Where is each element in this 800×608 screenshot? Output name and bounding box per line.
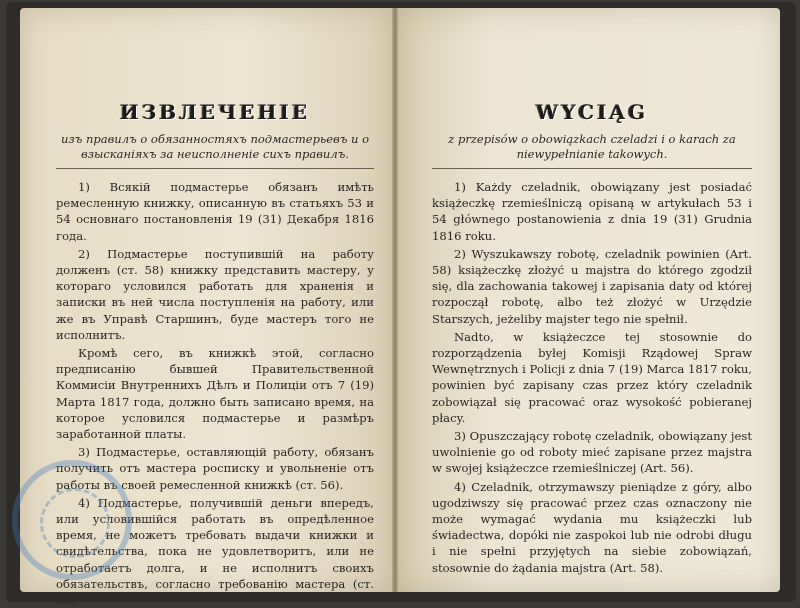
right-paragraph-2: 2) Wyszukawszy robotę, czeladnik powinien (Art. 58) książeczkę złożyć u majstra do którego zgodził się, dla zachowania takowej i zapisania daty od której rozpoczął robotę, albo też złożyć w Urzędzie Starszych, jeżeliby majster tego nie spełnił.: [432, 246, 752, 326]
left-paragraph-5: 4) Подмастерье, получившій деньги впередъ, или условившійся работать въ опредѣленное время, не можетъ требовать выдачи книжки и свидѣтельства, пока не удовлетворитъ, или не отработаетъ долга, и не исполнитъ своихъ обязательствъ, согласно требованію мастера (ст. 58).: [56, 495, 374, 608]
left-paragraph-4: 3) Подмастерье, оставляющій работу, обязанъ получить отъ мастера росписку и увольненіе отъ работы въ своей ремесленной книжкѣ (ст. 56).: [56, 445, 374, 492]
left-page-title: ИЗВЛЕЧЕНІЕ: [119, 100, 311, 124]
right-paragraph-1: 1) Każdy czeladnik, obowiązany jest posiadać książeczkę rzemieślniczą opisaną w artykułach 53 i 54 głównego postanowienia z dnia 19 (31) Grudnia 1816 roku.: [432, 180, 752, 243]
left-paragraph-1: 1) Всякій подмастерье обязанъ имѣть ремесленную книжку, описанную въ статьяхъ 53 и 54 основнаго постановленія 19 (31) Декабря 1816 года.: [56, 180, 374, 243]
right-page: [398, 8, 780, 592]
right-paragraph-5: 4) Czeladnik, otrzymawszy pieniądze z góry, albo ugodziwszy się pracować przez czas oznaczony nie może wymagać wydania mu książeczki lub świadectwa, dopóki nie zaspokoi lub nie odrobi długu i nie spełni przyjętych na siebie zobowiązań, stosownie do żądania majstra (Art. 58).: [432, 479, 752, 575]
right-page-title: WYCIĄG: [535, 100, 649, 124]
right-paragraph-3: Nadto, w książeczce tej stosownie do rozporządzenia byłej Komisji Rządowej Spraw Wewnętrznych i Policji z dnia 7 (19) Marca 1817 roku, powinien być zapisany czas przez który czeladnik zobowiązał się pracować oraz wysokość pobieranej płacy.: [432, 329, 752, 425]
left-paragraph-2: 2) Подмастерье поступившій на работу долженъ (ст. 58) книжку представить мастеру, у котораго условился работать для храненія и записки въ ней числа поступленія на работу, или же въ Управѣ Старшинъ, буде мастеръ того не исполнитъ.: [56, 246, 374, 342]
left-page: [20, 8, 392, 608]
left-paragraph-3: Кромѣ сего, въ книжкѣ этой, согласно предписанію бывшей Правительственной Коммисіи Внутреннихъ Дѣлъ и Полиціи отъ 7 (19) Марта 1817 года, должно быть записано время, на которое условился подмастерье и размѣръ заработанной платы.: [56, 346, 374, 442]
right-page-subtitle: z przepisów o obowiązkach czeladzi i o karach za niewypełnianie takowych.: [432, 132, 752, 169]
stamp-seal: [12, 460, 132, 580]
right-paragraph-4: 3) Opuszczający robotę czeladnik, obowiązany jest uwolnienie go od roboty mieć zapisane przez majstra w swojej książeczce rzemieślniczej (Art. 56).: [432, 429, 752, 476]
left-page-subtitle: изъ правилъ о обязанностяхъ подмастерьевъ и о взысканіяхъ за неисполненіе сихъ правилъ.: [56, 132, 374, 169]
